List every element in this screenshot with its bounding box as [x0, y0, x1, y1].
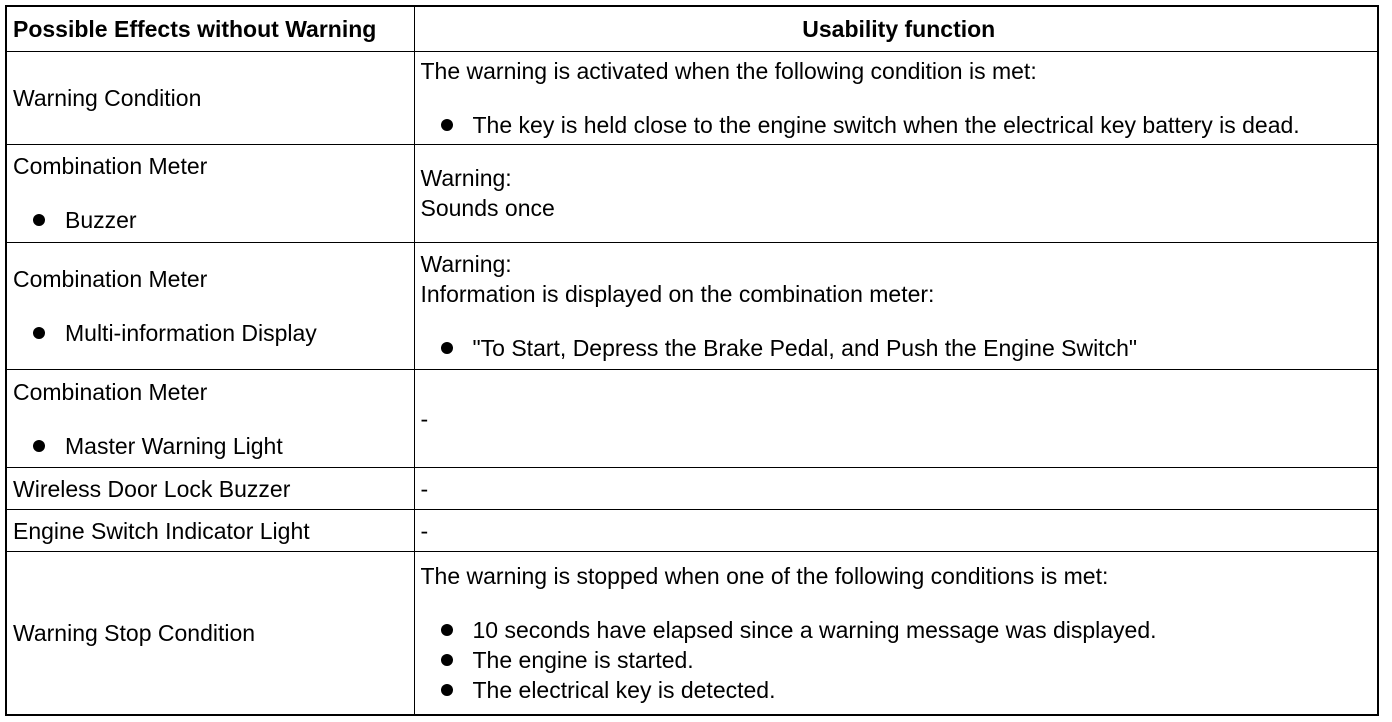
cell-label [6, 242, 414, 370]
sub-item-text: Master Warning Light [65, 432, 283, 459]
cell-label [6, 51, 414, 145]
table-row-warning-condition [6, 51, 1378, 145]
row-label: Wireless Door Lock Buzzer [13, 475, 291, 502]
bullet-icon [441, 624, 453, 636]
row-label: Engine Switch Indicator Light [13, 517, 310, 544]
list-item [421, 645, 1378, 675]
bullet-icon [33, 214, 45, 226]
list-item-text: The electrical key is detected. [472, 677, 776, 704]
bullet-icon [441, 684, 453, 696]
sub-item [13, 431, 414, 461]
bullet-icon [33, 440, 45, 452]
cell-label [6, 510, 414, 552]
cell-label [6, 552, 414, 715]
sub-item [13, 205, 414, 235]
list-item [421, 110, 1378, 140]
cell-label [6, 467, 414, 509]
dash-value: - [420, 517, 429, 544]
table-row-multi-information-display [6, 242, 1378, 370]
intro-text: The warning is stopped when one of the following conditions is met: [420, 563, 1109, 590]
row-label: Warning Stop Condition [13, 620, 256, 647]
cell-usability [414, 510, 1378, 552]
dash-value: - [420, 405, 429, 432]
table-row-warning-stop-condition [6, 552, 1378, 715]
row-label: Warning Condition [13, 84, 202, 111]
list-item [421, 675, 1378, 705]
cell-label [6, 145, 414, 243]
sub-item-text: Buzzer [65, 207, 137, 234]
sub-item-text: Multi-information Display [65, 320, 317, 347]
row-label: Combination Meter [13, 153, 208, 180]
line-text: Warning: [420, 165, 512, 192]
table-row-master-warning-light [6, 370, 1378, 468]
table-row-engine-switch-indicator-light [6, 510, 1378, 552]
list-item-text: The key is held close to the engine switch when the electrical key battery is dead. [472, 111, 1300, 138]
line-text: Information is displayed on the combination meter: [420, 281, 935, 308]
row-label: Combination Meter [13, 266, 208, 293]
bullet-icon [441, 654, 453, 666]
cell-usability [414, 145, 1378, 243]
header-possible-effects: Possible Effects without Warning [6, 6, 414, 51]
effects-table [5, 5, 1379, 716]
bullet-icon [441, 342, 453, 354]
table-row-buzzer [6, 145, 1378, 243]
list-item [421, 615, 1378, 645]
cell-usability [414, 242, 1378, 370]
row-label: Combination Meter [13, 378, 208, 405]
table-header-row [6, 6, 1378, 51]
cell-label [6, 370, 414, 468]
bullet-icon [33, 327, 45, 339]
cell-usability [414, 552, 1378, 715]
cell-usability [414, 467, 1378, 509]
bullet-icon [441, 119, 453, 131]
line-text: Warning: [420, 251, 512, 278]
list-item-text: "To Start, Depress the Brake Pedal, and Push the Engine Switch" [472, 335, 1138, 362]
cell-usability [414, 51, 1378, 145]
header-usability-function: Usability function [414, 6, 1378, 51]
dash-value: - [420, 475, 429, 502]
line-text: Sounds once [420, 195, 555, 222]
cell-usability [414, 370, 1378, 468]
list-item [421, 333, 1378, 363]
table-row-wireless-door-lock-buzzer [6, 467, 1378, 509]
list-item-text: 10 seconds have elapsed since a warning message was displayed. [472, 617, 1157, 644]
sub-item [13, 318, 414, 348]
list-item-text: The engine is started. [472, 647, 694, 674]
intro-text: The warning is activated when the following condition is met: [420, 57, 1037, 84]
